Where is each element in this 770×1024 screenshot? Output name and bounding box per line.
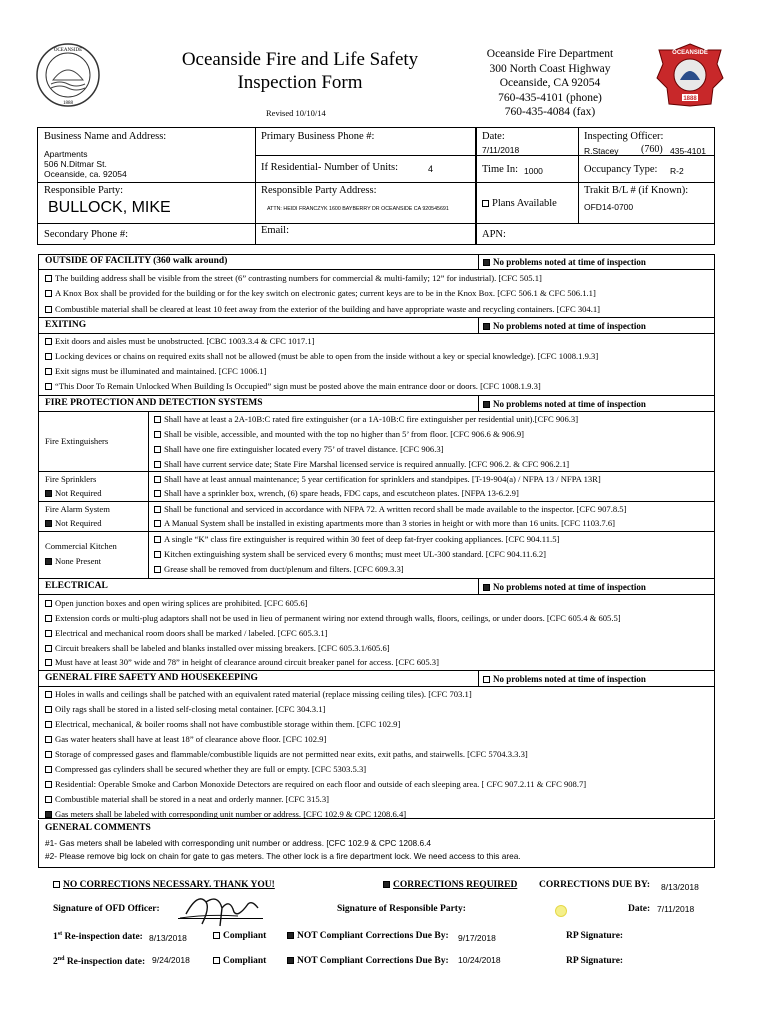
corrections-required[interactable] xyxy=(383,880,517,890)
reinspection2-not-compliant[interactable] xyxy=(287,956,449,966)
svg-text:OCEANSIDE: OCEANSIDE xyxy=(672,50,708,56)
electrical-item-checkbox[interactable] xyxy=(45,645,52,652)
exiting-item-checkbox[interactable] xyxy=(45,353,52,360)
extinguisher-item[interactable] xyxy=(154,444,444,454)
officer-area-code: (760) xyxy=(641,144,663,155)
officer-label: Inspecting Officer: xyxy=(584,131,664,142)
sprinkler-item-checkbox[interactable] xyxy=(154,490,161,497)
reinspection1-not-compliant-checkbox[interactable] xyxy=(287,932,294,939)
dept-street: 300 North Coast Highway xyxy=(489,62,611,75)
electrical-item-text: Open junction boxes and open wiring splices are prohibited. [CFC 605.6] xyxy=(55,598,308,608)
kitchen-item-checkbox[interactable] xyxy=(154,551,161,558)
fire-title: FIRE PROTECTION AND DETECTION SYSTEMS xyxy=(45,398,263,408)
rp-signature2-label: RP Signature: xyxy=(566,956,624,966)
general-item[interactable] xyxy=(45,719,400,729)
exiting-noprob-label: No problems noted at time of inspection xyxy=(493,321,646,331)
general-item-checkbox[interactable] xyxy=(45,691,52,698)
reinspection1-compliant[interactable] xyxy=(213,931,266,941)
outside-item[interactable] xyxy=(45,304,600,314)
reinspection1-value[interactable]: 8/13/2018 xyxy=(149,933,187,943)
exiting-item[interactable] xyxy=(45,381,541,391)
dept-fax: 760-435-4084 (fax) xyxy=(504,106,596,118)
officer-signature xyxy=(178,888,263,930)
comments-title: GENERAL COMMENTS xyxy=(45,823,151,833)
general-item-checkbox[interactable] xyxy=(45,766,52,773)
responsible-address-value[interactable]: ATTN: HEIDI FRANCZYK 1600 BAYBERRY DR OCEANSIDE CA 920545691 xyxy=(267,206,449,212)
exiting-item-text: “This Door To Remain Unlocked When Building Is Occupied” sign must be posted above the main entrance door or doors. [CFC 1008.1.9.3] xyxy=(55,381,541,391)
exiting-item[interactable] xyxy=(45,366,266,376)
reinspection2-not-compliant-checkbox[interactable] xyxy=(287,957,294,964)
business-line3: Oceanside, ca. 92054 xyxy=(44,169,127,179)
exiting-item-text: Exit signs must be illuminated and maintained. [CFC 1006.1] xyxy=(55,366,267,376)
exiting-noprob-checkbox[interactable] xyxy=(483,323,490,330)
occupancy-value[interactable]: R-2 xyxy=(670,166,684,176)
electrical-item-text: Electrical and mechanical room doors shall be marked / labeled. [CFC 605.3.1] xyxy=(55,628,328,638)
outside-item[interactable] xyxy=(45,273,542,283)
units-value[interactable]: 4 xyxy=(428,164,434,174)
business-label: Business Name and Address: xyxy=(44,131,167,142)
sprinklers-not-required-checkbox[interactable] xyxy=(45,490,52,497)
exiting-title: EXITING xyxy=(45,320,87,330)
alarm-item[interactable] xyxy=(154,504,626,514)
no-corrections-checkbox[interactable] xyxy=(53,881,60,888)
general-item-text: Gas water heaters shall have at least 18” of clearance above floor. [CFC 102.9] xyxy=(55,734,327,744)
sprinkler-item[interactable] xyxy=(154,474,601,484)
reinspection2-compliant-checkbox[interactable] xyxy=(213,957,220,964)
sprinkler-item[interactable] xyxy=(154,488,519,498)
date-label: Date: xyxy=(482,131,505,142)
occupancy-label: Occupancy Type: xyxy=(584,164,658,175)
general-item-text: Residential: Operable Smoke and Carbon Monoxide Detectors are required on each floor and outside of each sleeping area. [ CFC 907.2.11 & CFC 908.7] xyxy=(55,779,587,789)
exiting-item-text: Exit doors and aisles must be unobstructed. [CBC 1003.3.4 & CFC 1017.1] xyxy=(55,336,315,346)
reinspection1-compliant-label: Compliant xyxy=(223,931,267,941)
date-label: Date: xyxy=(628,904,651,914)
plans-label: Plans Available xyxy=(492,198,557,209)
kitchen-none-present-checkbox[interactable] xyxy=(45,558,52,565)
general-item-checkbox[interactable] xyxy=(45,751,52,758)
kitchen-item[interactable] xyxy=(154,564,404,574)
extinguisher-item[interactable] xyxy=(154,459,569,469)
outside-item-checkbox[interactable] xyxy=(45,290,52,297)
time-label: Time In: xyxy=(482,164,519,175)
reinspection2-compliant-label: Compliant xyxy=(223,956,267,966)
reinspection2-due[interactable]: 10/24/2018 xyxy=(458,955,501,965)
time-value[interactable]: 1000 xyxy=(524,166,543,176)
extinguisher-item-checkbox[interactable] xyxy=(154,446,161,453)
reinspection2-sup: nd xyxy=(57,956,65,962)
dept-city: Oceanside, CA 92054 xyxy=(499,77,601,89)
general-title: GENERAL FIRE SAFETY AND HOUSEKEEPING xyxy=(45,673,258,683)
svg-text:1888: 1888 xyxy=(63,101,73,106)
general-item-text: Combustible material shall be stored in a neat and orderly manner. [CFC 315.3] xyxy=(55,794,329,804)
kitchen-item-text: Grease shall be removed from duct/plenum and filters. [CFC 609.3.3] xyxy=(164,564,404,574)
general-item-checkbox[interactable] xyxy=(45,706,52,713)
outside-item-text: Combustible material shall be cleared at least 10 feet away from the exterior of the building and have appropriate waste and recycling containers. [CFC 304.1] xyxy=(55,304,601,314)
extinguisher-item-checkbox[interactable] xyxy=(154,416,161,423)
svg-text:OCEANSIDE: OCEANSIDE xyxy=(53,48,83,53)
fire-noprob-label: No problems noted at time of inspection xyxy=(493,399,646,409)
responsible-value[interactable]: BULLOCK, MIKE xyxy=(48,199,171,216)
sprinkler-item-text: Shall have a sprinkler box, wrench, (6) spare heads, FDC caps, and escutcheon plates. [NFPA 13-6.2.9] xyxy=(164,488,519,498)
fire-noprob-checkbox[interactable] xyxy=(483,401,490,408)
kitchen-none-present[interactable] xyxy=(45,556,101,566)
form-title-line2: Inspection Form xyxy=(237,72,363,93)
general-item[interactable] xyxy=(45,779,586,789)
kitchen-none-present-label: None Present xyxy=(55,556,102,566)
extinguisher-item-checkbox[interactable] xyxy=(154,461,161,468)
extinguisher-item[interactable] xyxy=(154,429,524,439)
responsible-address-label: Responsible Party Address: xyxy=(261,185,377,196)
fire-noprob[interactable] xyxy=(483,399,646,409)
electrical-item-checkbox[interactable] xyxy=(45,630,52,637)
general-item-text: Gas meters shall be labeled with corresponding unit number or address. [CFC 102.9 & CPC 1208.6.4] xyxy=(55,809,407,819)
kitchen-label: Commercial Kitchen xyxy=(45,541,117,551)
exiting-item[interactable] xyxy=(45,351,598,361)
general-item-text: Oily rags shall be stored in a listed self-closing metal container. [CFC 304.3.1] xyxy=(55,704,326,714)
corrections-due-label: CORRECTIONS DUE BY: xyxy=(539,880,651,890)
units-label: If Residential- Number of Units: xyxy=(261,162,399,173)
trakit-label: Trakit B/L # (if Known): xyxy=(584,185,689,196)
kitchen-item-checkbox[interactable] xyxy=(154,566,161,573)
alarm-not-required-label: Not Required xyxy=(55,518,102,528)
form-title xyxy=(150,48,450,94)
outside-item[interactable] xyxy=(45,288,596,298)
electrical-title: ELECTRICAL xyxy=(45,581,108,591)
outside-noprob-checkbox[interactable] xyxy=(483,259,490,266)
reinspection2-text: Re-inspection date: xyxy=(64,957,146,968)
alarm-not-required-checkbox[interactable] xyxy=(45,520,52,527)
reinspection1-label xyxy=(53,931,143,942)
apn-label: APN: xyxy=(482,229,506,240)
reinspection2-num: 2 xyxy=(53,957,58,968)
outside-noprob[interactable] xyxy=(483,257,646,267)
general-item[interactable] xyxy=(45,734,326,744)
general-noprob-checkbox[interactable] xyxy=(483,676,490,683)
alarm-item-checkbox[interactable] xyxy=(154,520,161,527)
general-item[interactable] xyxy=(45,794,329,804)
alarm-not-required[interactable] xyxy=(45,518,102,528)
electrical-item[interactable] xyxy=(45,613,621,623)
reinspection1-compliant-checkbox[interactable] xyxy=(213,932,220,939)
alarm-item-checkbox[interactable] xyxy=(154,506,161,513)
svg-text:1888: 1888 xyxy=(683,96,697,102)
exiting-item-checkbox[interactable] xyxy=(45,368,52,375)
city-seal xyxy=(35,42,101,108)
comment-line[interactable]: #2- Please remove big lock on chain for gate to gas meters. The other lock is a fire department lock. We need access to this area. xyxy=(45,851,521,861)
reinspection1-not-compliant-label: NOT Compliant Corrections Due By: xyxy=(297,931,449,941)
reinspection1-due[interactable]: 9/17/2018 xyxy=(458,933,496,943)
no-corrections-label: NO CORRECTIONS NECESSARY. THANK YOU! xyxy=(63,880,275,890)
electrical-noprob-label: No problems noted at time of inspection xyxy=(493,582,646,592)
general-item-text: Storage of compressed gases and flammable/combustible liquids are not permitted near exits, exit paths, and stairwells. [CFC 5704.3.3.3] xyxy=(55,749,528,759)
responsible-signature-label: Signature of Responsible Party: xyxy=(337,904,466,914)
outside-noprob-label: No problems noted at time of inspection xyxy=(493,257,646,267)
extinguisher-item-text: Shall have one fire extinguisher located every 75’ of travel distance. [CFC 906.3] xyxy=(164,444,444,454)
general-item-text: Compressed gas cylinders shall be secured whether they are full or empty. [CFC 5303.5.3] xyxy=(55,764,367,774)
dept-name: Oceanside Fire Department xyxy=(486,48,614,60)
rp-signature1-label: RP Signature: xyxy=(566,931,624,941)
comment-line[interactable]: #1- Gas meters shall be labeled with corresponding unit number or address. [CFC 102.9 & CPC 1208.6.4 xyxy=(45,838,432,848)
phone-label: Primary Business Phone #: xyxy=(261,131,375,142)
extinguisher-item-checkbox[interactable] xyxy=(154,431,161,438)
extinguisher-item-text: Shall be visible, accessible, and mounted with the top no higher than 5’ from floor. [CFC 906.6 & 906.9] xyxy=(164,429,525,439)
plans-checkbox[interactable] xyxy=(482,200,489,207)
electrical-item-checkbox[interactable] xyxy=(45,615,52,622)
extinguisher-item-text: Shall have at least a 2A-10B:C rated fire extinguisher (or a 1A-10B:C fire extinguisher per residential unit).[CFC 906.3] xyxy=(164,414,579,424)
alarm-item-text: A Manual System shall be installed in existing apartments more than 3 stories in height or with more than 16 units. [CFC 1103.7.6] xyxy=(164,518,616,528)
date-value[interactable]: 7/11/2018 xyxy=(482,145,520,155)
electrical-item[interactable] xyxy=(45,657,439,667)
fire-dept-logo xyxy=(655,42,725,110)
reinspection1-sup: st xyxy=(57,931,63,937)
general-item[interactable] xyxy=(45,704,325,714)
electrical-noprob[interactable] xyxy=(483,582,646,592)
reinspection2-compliant[interactable] xyxy=(213,956,266,966)
form-title-line1: Oceanside Fire and Life Safety xyxy=(181,49,419,70)
general-item[interactable] xyxy=(45,809,406,819)
alarm-item[interactable] xyxy=(154,518,615,528)
revised-date: Revised 10/10/14 xyxy=(266,108,326,118)
general-item-checkbox[interactable] xyxy=(45,781,52,788)
exiting-item-checkbox[interactable] xyxy=(45,383,52,390)
general-item[interactable] xyxy=(45,749,528,759)
sprinklers-not-required-label: Not Required xyxy=(55,488,102,498)
alarm-label: Fire Alarm System xyxy=(45,504,110,514)
general-item[interactable] xyxy=(45,764,366,774)
electrical-item[interactable] xyxy=(45,598,308,608)
general-item-text: Electrical, mechanical, & boiler rooms shall not have combustible storage within them. [CFC 102.9] xyxy=(55,719,401,729)
general-item-checkbox[interactable] xyxy=(45,811,52,818)
electrical-item-checkbox[interactable] xyxy=(45,659,52,666)
signature-marker xyxy=(555,905,567,917)
electrical-item-text: Extension cords or multi-plug adaptors shall not be used in lieu of permanent wiring nor extend through walls, floors, ceilings, or under doors. [CFC 605.4 & 605.5] xyxy=(55,613,621,623)
responsible-label: Responsible Party: xyxy=(44,185,124,196)
business-line1: Apartments xyxy=(44,149,88,159)
reinspection1-text: Re-inspection date: xyxy=(62,932,143,943)
secondary-phone-label: Secondary Phone #: xyxy=(44,229,128,240)
kitchen-item-checkbox[interactable] xyxy=(154,536,161,543)
plans-available[interactable] xyxy=(482,198,557,209)
exiting-noprob[interactable] xyxy=(483,321,646,331)
outside-title: OUTSIDE OF FACILITY (360 walk around) xyxy=(45,256,228,266)
reinspection2-label xyxy=(53,956,145,967)
exiting-item[interactable] xyxy=(45,336,314,346)
sprinklers-label: Fire Sprinklers xyxy=(45,474,97,484)
corrections-due-value[interactable]: 8/13/2018 xyxy=(661,882,699,892)
general-item[interactable] xyxy=(45,689,472,699)
alarm-item-text: Shall be functional and serviced in accordance with NFPA 72. A written record shall be made available to the inspector. [CFC 907.8.5] xyxy=(164,504,627,514)
reinspection2-value[interactable]: 9/24/2018 xyxy=(152,955,190,965)
sprinkler-item-checkbox[interactable] xyxy=(154,476,161,483)
date-value[interactable]: 7/11/2018 xyxy=(657,904,695,914)
general-item-checkbox[interactable] xyxy=(45,736,52,743)
electrical-item-text: Circuit breakers shall be labeled and blanks installed over missing breakers. [CFC 605.3.1/605.6] xyxy=(55,643,390,653)
reinspection1-num: 1 xyxy=(53,932,58,943)
extinguisher-item-text: Shall have current service date; State Fire Marshal licensed service is required annually. [CFC 906.2. & CFC 906.2.1] xyxy=(164,459,570,469)
business-line2: 506 N.Ditmar St. xyxy=(44,159,107,169)
kitchen-item[interactable] xyxy=(154,549,546,559)
exiting-item-text: Locking devices or chains on required exits shall not be allowed (must be able to open from the inside without a key or special knowledge). [CFC 1008.1.9.3] xyxy=(55,351,599,361)
outside-item-text: A Knox Box shall be provided for the building or for the key switch on electronic gates; current keys are to be in the Knox Box. [CFC 506.1 & CFC 506.1.1] xyxy=(55,288,596,298)
kitchen-item-text: A single “K” class fire extinguisher is required within 30 feet of deep fat-fryer cooking appliances. [CFC 904.11.5] xyxy=(164,534,560,544)
ofd-signature-label: Signature of OFD Officer: xyxy=(53,904,160,914)
general-item-checkbox[interactable] xyxy=(45,796,52,803)
reinspection2-not-compliant-label: NOT Compliant Corrections Due By: xyxy=(297,956,449,966)
kitchen-item[interactable] xyxy=(154,534,559,544)
extinguishers-label: Fire Extinguishers xyxy=(45,436,109,446)
general-noprob[interactable] xyxy=(483,674,646,684)
electrical-item-checkbox[interactable] xyxy=(45,600,52,607)
sprinklers-not-required[interactable] xyxy=(45,488,102,498)
outside-item-checkbox[interactable] xyxy=(45,275,52,282)
exiting-item-checkbox[interactable] xyxy=(45,338,52,345)
general-item-text: Holes in walls and ceilings shall be patched with an equivalent rated material (replace missing ceiling tiles). [CFC 703.1] xyxy=(55,689,472,699)
sprinkler-item-text: Shall have at least annual maintenance; 5 year certification for sprinklers and standpipes. [T-19-904(a) / NFPA 13 / NFPA 13R] xyxy=(164,474,601,484)
email-label: Email: xyxy=(261,225,289,236)
electrical-item[interactable] xyxy=(45,643,390,653)
dept-phone: 760-435-4101 (phone) xyxy=(498,91,602,104)
dept-address xyxy=(470,47,630,120)
general-noprob-label: No problems noted at time of inspection xyxy=(493,674,646,684)
electrical-item[interactable] xyxy=(45,628,328,638)
corrections-required-checkbox[interactable] xyxy=(383,881,390,888)
electrical-item-text: Must have at least 30” wide and 78” in height of clearance around circuit breaker panel for access. [CFC 605.3] xyxy=(55,657,439,667)
electrical-noprob-checkbox[interactable] xyxy=(483,584,490,591)
outside-item-text: The building address shall be visible from the street (6” contrasting numbers for commercial & multi-family; 12” for industrial). [CFC 505.1] xyxy=(55,273,542,283)
reinspection1-not-compliant[interactable] xyxy=(287,931,449,941)
kitchen-item-text: Kitchen extinguishing system shall be serviced every 6 months; must meet UL-300 standard. [CFC 904.11.6.2] xyxy=(164,549,547,559)
extinguisher-item[interactable] xyxy=(154,414,578,424)
outside-item-checkbox[interactable] xyxy=(45,306,52,313)
officer-value[interactable]: R.Stacey xyxy=(584,146,619,156)
corrections-required-label: CORRECTIONS REQUIRED xyxy=(393,880,518,890)
general-item-checkbox[interactable] xyxy=(45,721,52,728)
trakit-value[interactable]: OFD14-0700 xyxy=(584,202,634,212)
officer-phone[interactable]: 435-4101 xyxy=(670,146,706,156)
